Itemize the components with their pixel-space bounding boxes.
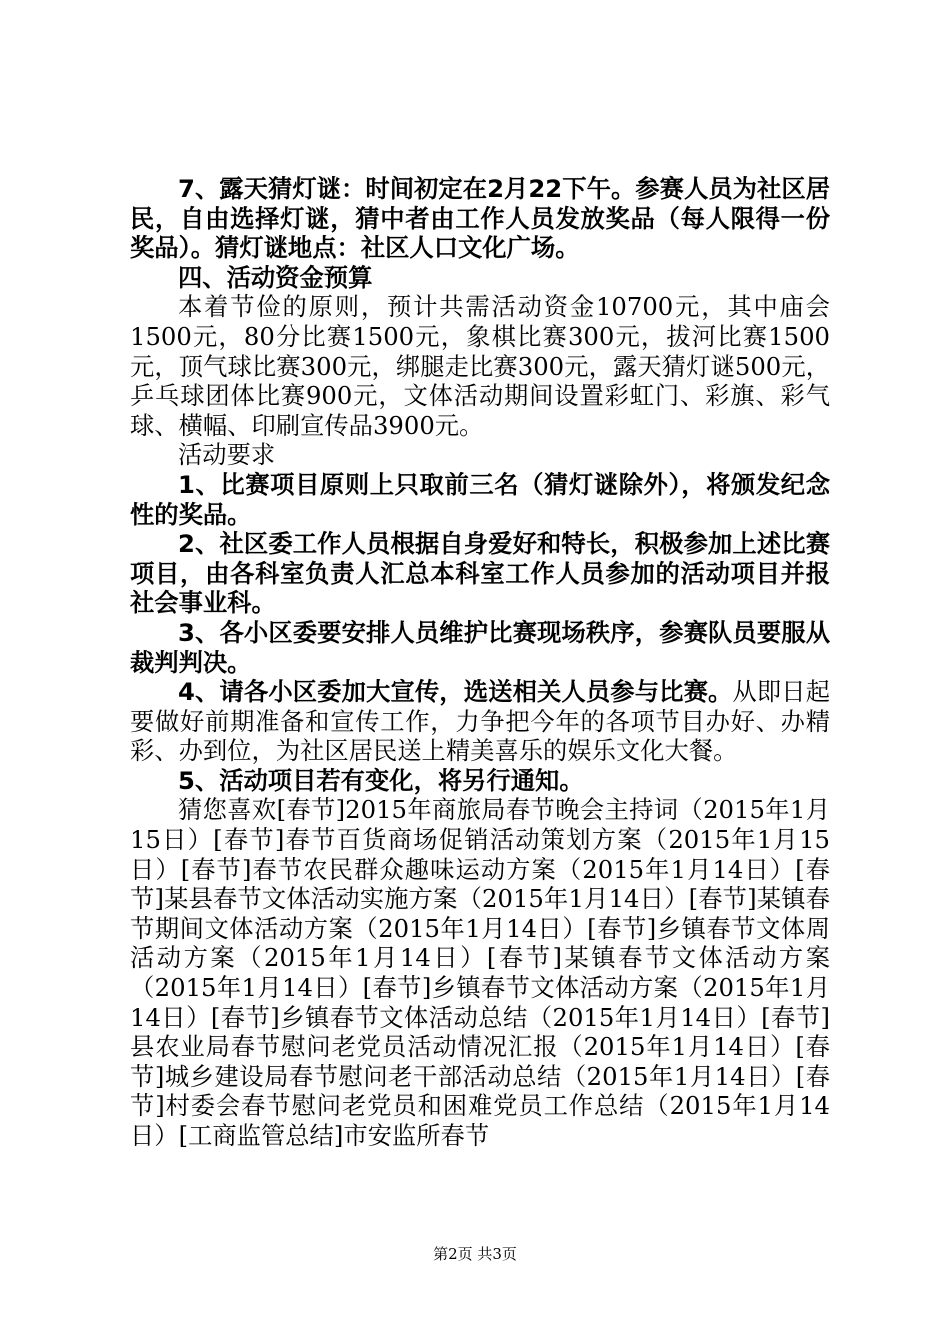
- paragraph-budget-details: 本着节俭的原则，预计共需活动资金10700元，其中庙会1500元，80分比赛1500元，象棋比赛300元，拔河比赛1500元，顶气球比赛300元，绑腿走比赛300元，露天猜灯谜500元，乒乓球团体比赛900元，文体活动期间设置彩虹门、彩旗、彩气球、横幅、印刷宣传品3900元。: [130, 292, 830, 440]
- section-heading-budget: 四、活动资金预算: [178, 262, 373, 292]
- requirement-item-4-tail: 从即日起要做好前期准备和宣传工作，力争把今年的各项节目办好、办精彩、办到位，为社区居民送上精美喜乐的娱乐文化大餐。: [130, 677, 830, 766]
- requirement-item-3: 3、各小区委要安排人员维护比赛现场秩序，参赛队员要服从裁判判决。: [130, 617, 830, 677]
- requirement-item-4-lead: 4、请各小区委加大宣传，选送相关人员参与比赛。: [178, 677, 733, 707]
- related-articles-paragraph: 猜您喜欢[春节]2015年商旅局春节晚会主持词（2015年1月15日）[春节]春节百货商场促销活动策划方案（2015年1月15日）[春节]春节农民群众趣味运动方案（2015年1月14日）[春节]某县春节文体活动实施方案（2015年1月14日）[春节]某镇春节期间文体活动方案（2015年1月14日）[春节]乡镇春节文体周活动方案（2015年1月14日）[春节]某镇春节文体活动方案（2015年1月14日）[春节]乡镇春节文体活动方案（2015年1月14日）[春节]乡镇春节文体活动总结（2015年1月14日）[春节]县农业局春节慰问老党员活动情况汇报（2015年1月14日）[春节]城乡建设局春节慰问老干部活动总结（2015年1月14日）[春节]村委会春节慰问老党员和困难党员工作总结（2015年1月14日）[工商监管总结]市安监所春节: [130, 795, 830, 1150]
- page-number-footer: 第2页 共3页: [433, 1245, 517, 1263]
- requirement-item-5: 5、活动项目若有变化，将另行通知。: [178, 765, 584, 795]
- paragraph-lantern-riddle: 7、露天猜灯谜：时间初定在2月22下午。参赛人员为社区居民，自由选择灯谜，猜中者由工作人员发放奖品（每人限得一份奖品）。猜灯谜地点：社区人口文化广场。: [130, 174, 830, 263]
- document-body: [130, 174, 830, 1151]
- requirements-heading: 活动要求: [178, 440, 276, 470]
- requirement-item-2: 2、社区委工作人员根据自身爱好和特长，积极参加上述比赛项目，由各科室负责人汇总本科室工作人员参加的活动项目并报社会事业科。: [130, 529, 830, 618]
- requirement-item-4: [130, 677, 830, 766]
- requirement-item-1: 1、比赛项目原则上只取前三名（猜灯谜除外），将颁发纪念性的奖品。: [130, 469, 830, 529]
